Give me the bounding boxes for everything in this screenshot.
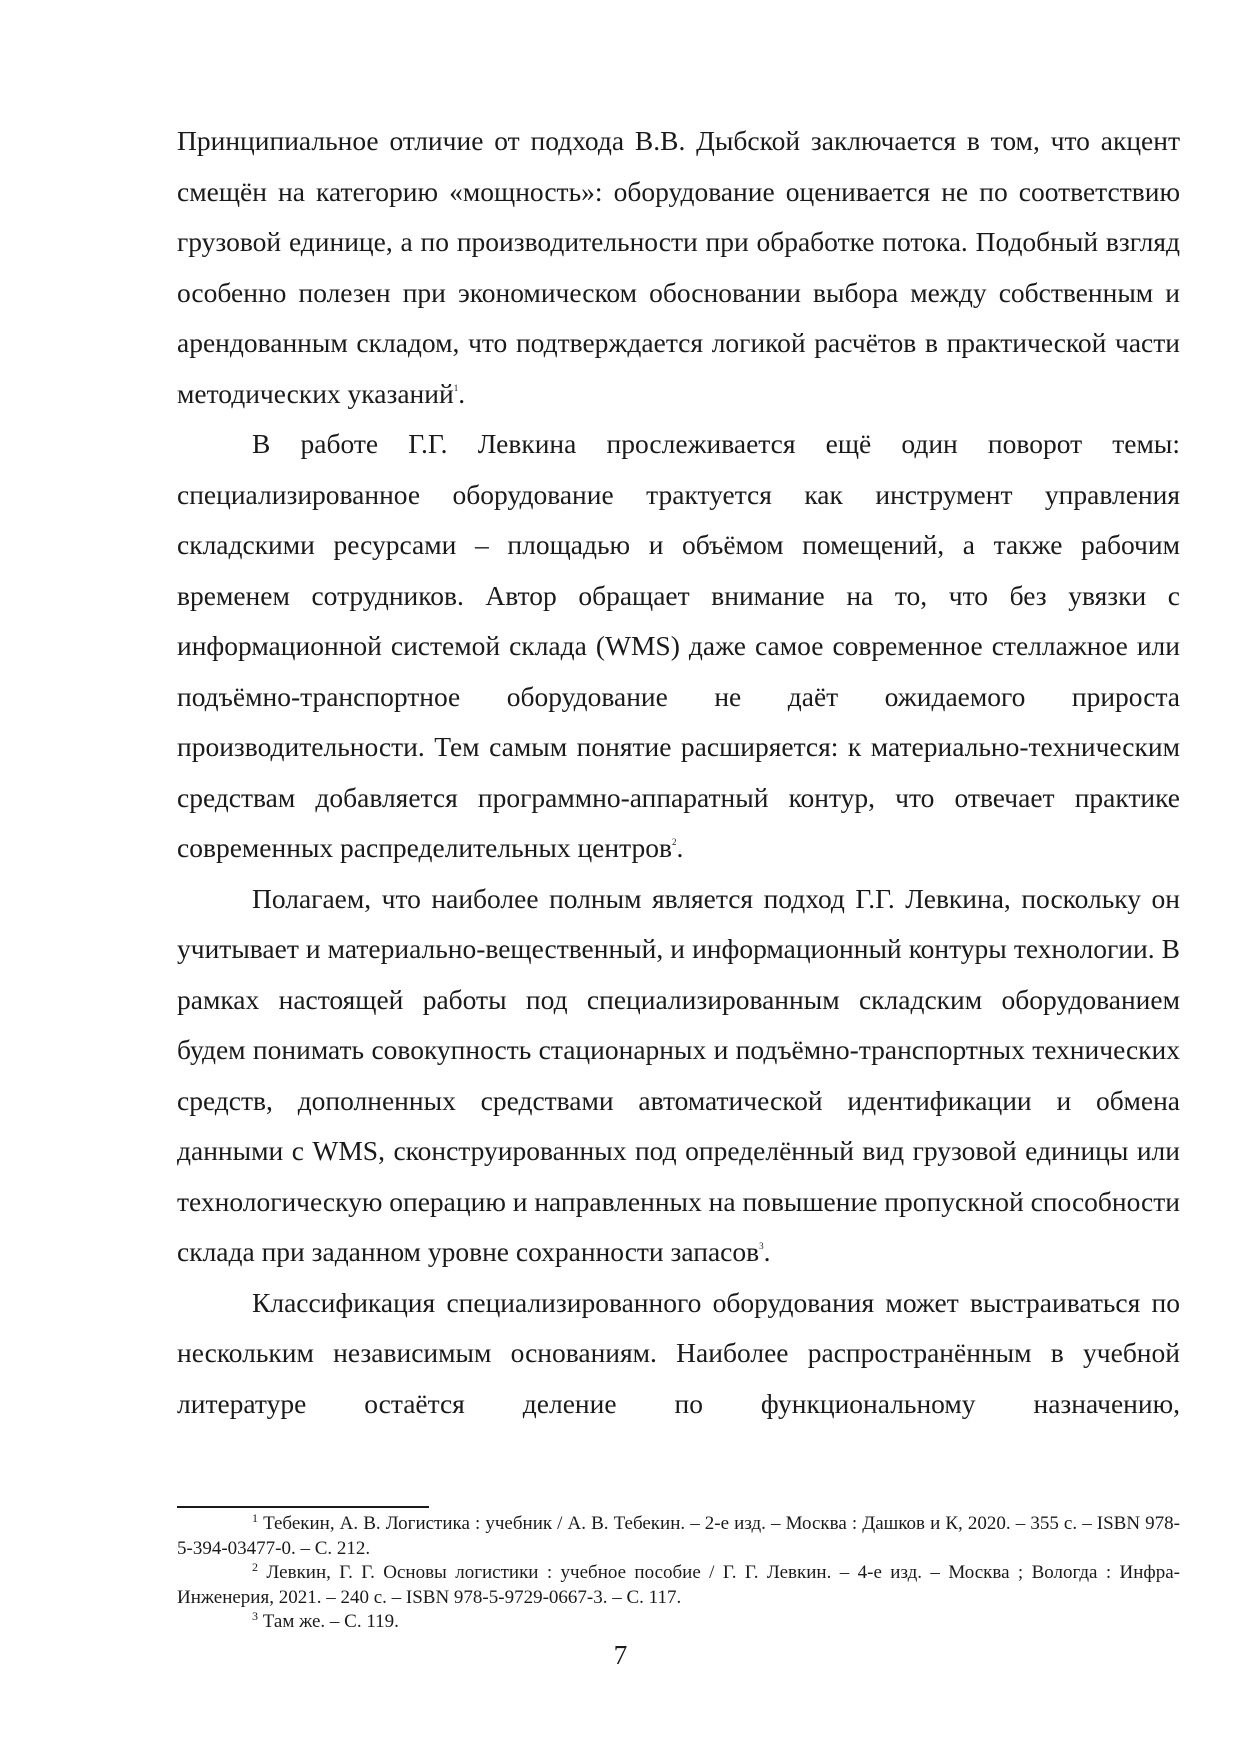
- paragraph: Полагаем, что наиболее полным является подход Г.Г. Левкина, поскольку он учитывает и материально-вещественный, и информационный контуры технологии. В рамках настоящей работы под специализированным складским оборудованием будем понимать совокупность стационарных и подъёмно-транспортных технических средств, дополненных средствами автоматической идентификации и обмена данными с WMS, сконструированных под определённый вид грузовой единицы или технологическую операцию и направленных на повышение пропускной способности склада при заданном уровне сохранности запасов$^3$.: [177, 882, 1180, 1267]
- footnote-reference[interactable]: 3: [759, 1241, 764, 1251]
- paragraph: Классификация специализированного оборудования может выстраиваться по нескольким независимым основаниям. Наиболее распространённым в учебной литературе остаётся деление по функциональному назначению,: [177, 1286, 1180, 1419]
- footnote: [177, 1610, 1180, 1635]
- paragraph: В работе Г.Г. Левкина прослеживается ещё один поворот темы: специализированное оборудование трактуется как инструмент управления складскими ресурсами – площадью и объёмом помещений, а также рабочим временем сотрудников. Автор обращает внимание на то, что без увязки с информационной системой склада (WMS) даже самое современное стеллажное или подъёмно-транспортное оборудование не даёт ожидаемого прироста производительности. Тем самым понятие расширяется: к материально-техническим средствам добавляется программно-аппаратный контур, что отвечает практике современных распределительных центров$^2$.: [177, 428, 1180, 863]
- paragraph: Принципиальное отличие от подхода В.В. Дыбской заключается в том, что акцент смещён на категорию «мощность»: оборудование оценивается не по соответствию грузовой единице, а по производительности при обработке потока. Подобный взгляд особенно полезен при экономическом обосновании выбора между собственным и арендованным складом, что подтверждается логикой расчётов в практической части методических указаний$^1$.: [177, 125, 1180, 409]
- footnote-separator: [177, 1506, 429, 1508]
- footnote-text: Тебекин, А. В. Логистика : учебник / А. В. Тебекин. – 2-е изд. – Москва : Дашков и К, 2020. – 355 с. – ISBN 978-5-394-03477-0. – С. 212.: [177, 1513, 1180, 1559]
- footnote: [177, 1512, 1180, 1561]
- footnotes: [177, 1512, 1180, 1635]
- footnote-number: 2: [252, 1560, 258, 1574]
- footnote-text: Там же. – С. 119.: [262, 1611, 399, 1632]
- footnote-reference[interactable]: 2: [671, 837, 677, 847]
- footnote-number: 3: [252, 1609, 258, 1623]
- page-number: 7: [613, 1639, 628, 1670]
- body-text: [177, 116, 1180, 1429]
- footnote: [177, 1561, 1180, 1610]
- footnote-text: Левкин, Г. Г. Основы логистики : учебное пособие / Г. Г. Левкин. – 4-е изд. – Москва ; Вологда : Инфра-Инженерия, 2021. – 240 с. – ISBN 978-5-9729-0667-3. – С. 117.: [177, 1562, 1180, 1608]
- footnote-reference[interactable]: 1: [453, 382, 459, 393]
- footnote-number: 1: [252, 1511, 258, 1525]
